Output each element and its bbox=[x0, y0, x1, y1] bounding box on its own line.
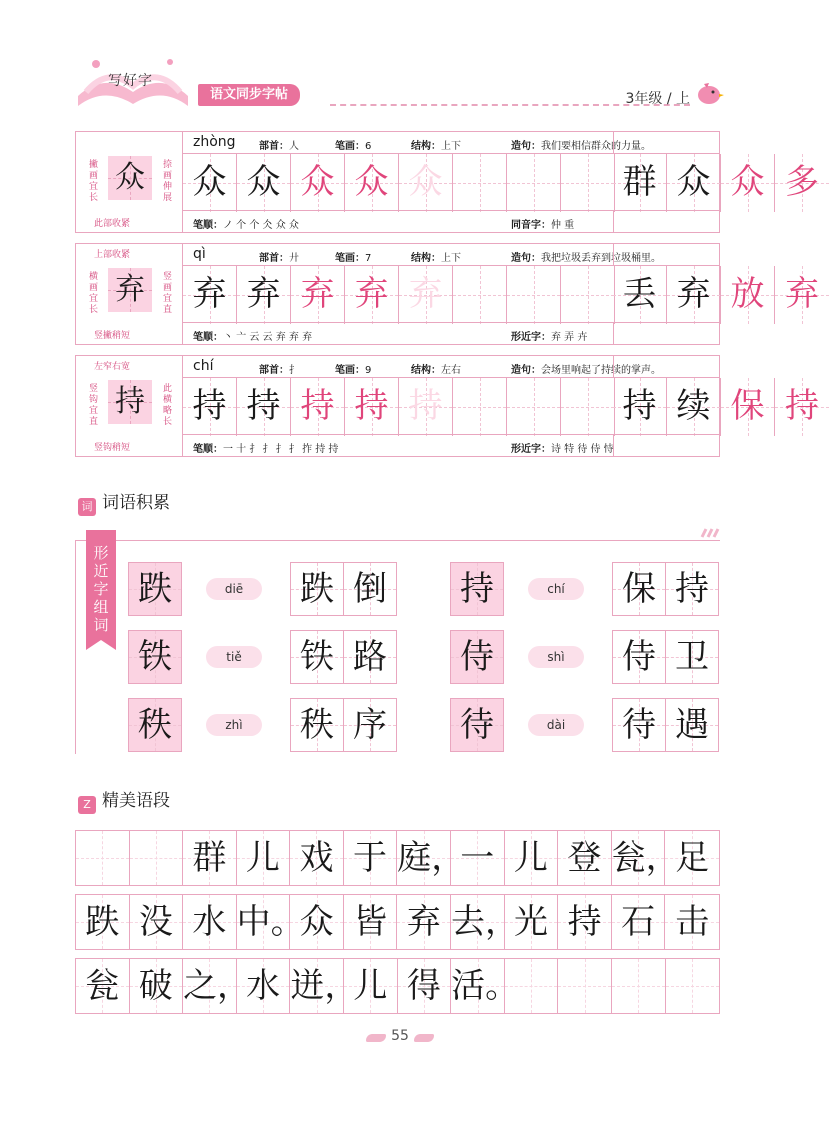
practice-cell: 众 bbox=[183, 154, 237, 212]
char-model-panel bbox=[76, 244, 183, 344]
vocab-section-title: 词 词语积累 bbox=[78, 488, 170, 516]
related-chars: 同音字：仲 重 bbox=[511, 220, 575, 231]
passage-cell: 击 bbox=[665, 895, 719, 949]
word-cell: 多 bbox=[775, 154, 829, 212]
structure-info: 结构：左右 bbox=[411, 365, 461, 376]
char-card bbox=[75, 131, 819, 233]
passage-cell: 足 bbox=[665, 831, 719, 885]
radical-info: 部首：廾 bbox=[259, 253, 299, 264]
stroke-order: 笔顺：ノ 个 个 仌 众 众 bbox=[193, 220, 299, 231]
word-cell: 持 bbox=[613, 378, 667, 436]
vocab-char-box: 铁 bbox=[128, 630, 182, 684]
passage-row bbox=[75, 894, 720, 950]
passage-cell: 去， bbox=[451, 895, 505, 949]
related-chars: 形近字：弃 弄 卉 bbox=[511, 332, 588, 343]
stripe-decoration-icon bbox=[700, 528, 720, 538]
word-grid bbox=[613, 266, 829, 324]
empty-practice-cell[interactable] bbox=[561, 378, 615, 436]
vocab-pinyin: chí bbox=[528, 578, 584, 600]
word-cell: 续 bbox=[667, 378, 721, 436]
passage-cell: 庭， bbox=[397, 831, 451, 885]
passage-cell: 于 bbox=[344, 831, 398, 885]
passage-cell: 儿 bbox=[344, 959, 398, 1013]
passage-row bbox=[75, 958, 720, 1014]
practice-cell: 弃 bbox=[183, 266, 237, 324]
passage-cell: 迸， bbox=[290, 959, 344, 1013]
model-char: 持 bbox=[108, 380, 152, 424]
tip-top: 上部收紧 bbox=[94, 250, 131, 260]
strokes-info: 笔画：7 bbox=[335, 253, 372, 264]
tip-right: 捺画伸展 bbox=[162, 160, 172, 203]
practice-cell: 弃 bbox=[399, 266, 453, 324]
empty-practice-cell[interactable] bbox=[453, 378, 507, 436]
passage-cell: 中。 bbox=[237, 895, 291, 949]
stroke-order: 笔顺：一 十 扌 扌 扌 扌 拃 持 持 bbox=[193, 444, 339, 455]
passage-cell: 破 bbox=[130, 959, 184, 1013]
word-cell: 众 bbox=[667, 154, 721, 212]
empty-practice-cell[interactable] bbox=[507, 378, 561, 436]
word-cell: 众 bbox=[721, 154, 775, 212]
sentence-info: 造句：我把垃圾丢弃到垃圾桶里。 bbox=[511, 253, 661, 264]
tip-right: 竖画宜直 bbox=[162, 272, 172, 315]
stroke-order-row bbox=[183, 322, 719, 344]
vocab-ribbon: 形近字组词 bbox=[86, 530, 116, 640]
passage-cell: 跌 bbox=[76, 895, 130, 949]
empty-practice-cell[interactable] bbox=[561, 266, 615, 324]
info-row bbox=[183, 244, 719, 266]
word-cell: 保 bbox=[721, 378, 775, 436]
vocab-word-box: 序 bbox=[343, 698, 397, 752]
ribbon-tail bbox=[86, 640, 116, 650]
word-grid bbox=[613, 154, 829, 212]
char-model-panel bbox=[76, 356, 183, 456]
practice-cell: 众 bbox=[291, 154, 345, 212]
practice-cell: 众 bbox=[345, 154, 399, 212]
passage-cell bbox=[612, 959, 666, 1013]
practice-cell: 众 bbox=[237, 154, 291, 212]
page-number: 55 bbox=[391, 1028, 409, 1044]
word-grid bbox=[613, 378, 829, 436]
radical-info: 部首：扌 bbox=[259, 365, 299, 376]
vocab-char-box: 秩 bbox=[128, 698, 182, 752]
passage-cell: 皆 bbox=[344, 895, 398, 949]
empty-practice-cell[interactable] bbox=[507, 266, 561, 324]
model-char: 众 bbox=[108, 156, 152, 200]
tip-bottom: 竖钩稍短 bbox=[94, 443, 131, 453]
stroke-order-row bbox=[183, 434, 719, 456]
vocab-word-box: 跌 bbox=[290, 562, 344, 616]
sentence-info: 造句：我们要相信群众的力量。 bbox=[511, 141, 651, 152]
practice-grid bbox=[183, 266, 615, 324]
passage-cell bbox=[666, 959, 720, 1013]
passage-cell: 水 bbox=[183, 895, 237, 949]
tip-bottom: 此部收紧 bbox=[94, 219, 131, 229]
passage-cell: 戏 bbox=[290, 831, 344, 885]
empty-practice-cell[interactable] bbox=[507, 154, 561, 212]
grade-label: 3年级 / 上 bbox=[625, 91, 690, 107]
structure-info: 结构：上下 bbox=[411, 253, 461, 264]
vocab-word-box: 持 bbox=[665, 562, 719, 616]
subject-badge: 语文同步字帖 bbox=[198, 84, 300, 106]
info-row bbox=[183, 132, 719, 154]
pinyin: zhòng bbox=[193, 134, 236, 150]
practice-cell: 持 bbox=[291, 378, 345, 436]
practice-cell: 弃 bbox=[345, 266, 399, 324]
passage-cell: 活。 bbox=[451, 959, 505, 1013]
vocab-word-box: 待 bbox=[612, 698, 666, 752]
vocab-word-box: 保 bbox=[612, 562, 666, 616]
practice-cell: 持 bbox=[399, 378, 453, 436]
vocab-word-box: 路 bbox=[343, 630, 397, 684]
strokes-info: 笔画：9 bbox=[335, 365, 372, 376]
vocab-pinyin: shì bbox=[528, 646, 584, 668]
passage-cell: 光 bbox=[505, 895, 559, 949]
book-title: 写好字 bbox=[108, 73, 153, 89]
passage-cell: 瓮， bbox=[612, 831, 666, 885]
vocab-word-box: 秩 bbox=[290, 698, 344, 752]
word-cell: 丢 bbox=[613, 266, 667, 324]
char-card bbox=[75, 243, 819, 345]
vocab-pinyin: zhì bbox=[206, 714, 262, 736]
passage-cell: 一 bbox=[451, 831, 505, 885]
word-cell: 持 bbox=[775, 378, 829, 436]
sentence-info: 造句：会场里响起了持续的掌声。 bbox=[511, 365, 661, 376]
vocab-word-box: 铁 bbox=[290, 630, 344, 684]
vocab-pinyin: diē bbox=[206, 578, 262, 600]
empty-practice-cell[interactable] bbox=[561, 154, 615, 212]
tip-right: 此横略长 bbox=[162, 384, 172, 427]
radical-info: 部首：人 bbox=[259, 141, 299, 152]
tip-bottom: 竖撇稍短 bbox=[94, 331, 131, 341]
passage-cell: 弃 bbox=[397, 895, 451, 949]
passage-cell bbox=[76, 831, 130, 885]
info-row bbox=[183, 356, 719, 378]
stroke-order-row bbox=[183, 210, 719, 232]
strokes-info: 笔画：6 bbox=[335, 141, 372, 152]
pinyin: qì bbox=[193, 246, 206, 262]
vocab-char-box: 持 bbox=[450, 562, 504, 616]
passage-cell: 儿 bbox=[237, 831, 291, 885]
vocab-char-box: 侍 bbox=[450, 630, 504, 684]
practice-cell: 弃 bbox=[291, 266, 345, 324]
vocab-section-icon: 词 bbox=[78, 498, 96, 516]
passage-cell: 登 bbox=[558, 831, 612, 885]
passage-cell: 水 bbox=[237, 959, 291, 1013]
practice-cell: 持 bbox=[183, 378, 237, 436]
tip-left: 竖钩宜直 bbox=[88, 384, 98, 427]
passage-row bbox=[75, 830, 720, 886]
practice-cell: 持 bbox=[237, 378, 291, 436]
passage-cell bbox=[558, 959, 612, 1013]
vocab-pinyin: tiě bbox=[206, 646, 262, 668]
passage-cell: 儿 bbox=[505, 831, 559, 885]
passage-cell: 群 bbox=[183, 831, 237, 885]
tip-left: 撇画宜长 bbox=[88, 160, 98, 203]
passage-cell: 持 bbox=[558, 895, 612, 949]
vocab-word-box: 卫 bbox=[665, 630, 719, 684]
char-card bbox=[75, 355, 819, 457]
passage-cell: 没 bbox=[130, 895, 184, 949]
passage-cell: 瓮 bbox=[76, 959, 130, 1013]
stroke-order: 笔顺：丶 亠 云 云 弃 弃 弃 bbox=[193, 332, 313, 343]
passage-cell: 之， bbox=[183, 959, 237, 1013]
word-cell: 放 bbox=[721, 266, 775, 324]
vocab-word-box: 侍 bbox=[612, 630, 666, 684]
vocab-pinyin: dài bbox=[528, 714, 584, 736]
pinyin: chí bbox=[193, 358, 214, 374]
structure-info: 结构：上下 bbox=[411, 141, 461, 152]
vocab-char-box: 跌 bbox=[128, 562, 182, 616]
practice-grid bbox=[183, 154, 615, 212]
bird-icon bbox=[694, 80, 724, 106]
tip-left: 横画宜长 bbox=[88, 272, 98, 315]
practice-grid bbox=[183, 378, 615, 436]
practice-cell: 弃 bbox=[237, 266, 291, 324]
empty-practice-cell[interactable] bbox=[453, 154, 507, 212]
word-cell: 弃 bbox=[775, 266, 829, 324]
passage-cell: 石 bbox=[612, 895, 666, 949]
vocab-char-box: 待 bbox=[450, 698, 504, 752]
practice-cell: 持 bbox=[345, 378, 399, 436]
passage-cell: 众 bbox=[290, 895, 344, 949]
vocab-word-box: 遇 bbox=[665, 698, 719, 752]
char-model-panel bbox=[76, 132, 183, 232]
word-cell: 群 bbox=[613, 154, 667, 212]
passage-cell: 得 bbox=[398, 959, 452, 1013]
empty-practice-cell[interactable] bbox=[453, 266, 507, 324]
practice-cell: 众 bbox=[399, 154, 453, 212]
tip-top: 左窄右宽 bbox=[94, 362, 131, 372]
model-char: 弃 bbox=[108, 268, 152, 312]
vocab-word-box: 倒 bbox=[343, 562, 397, 616]
page-deco-right-icon bbox=[414, 1034, 434, 1042]
word-cell: 弃 bbox=[667, 266, 721, 324]
related-chars: 形近字：诗 特 待 侍 恃 bbox=[511, 444, 614, 455]
passage-cell bbox=[130, 831, 184, 885]
passage-section-icon: Z bbox=[78, 796, 96, 814]
passage-section-title: Z 精美语段 bbox=[78, 786, 170, 814]
